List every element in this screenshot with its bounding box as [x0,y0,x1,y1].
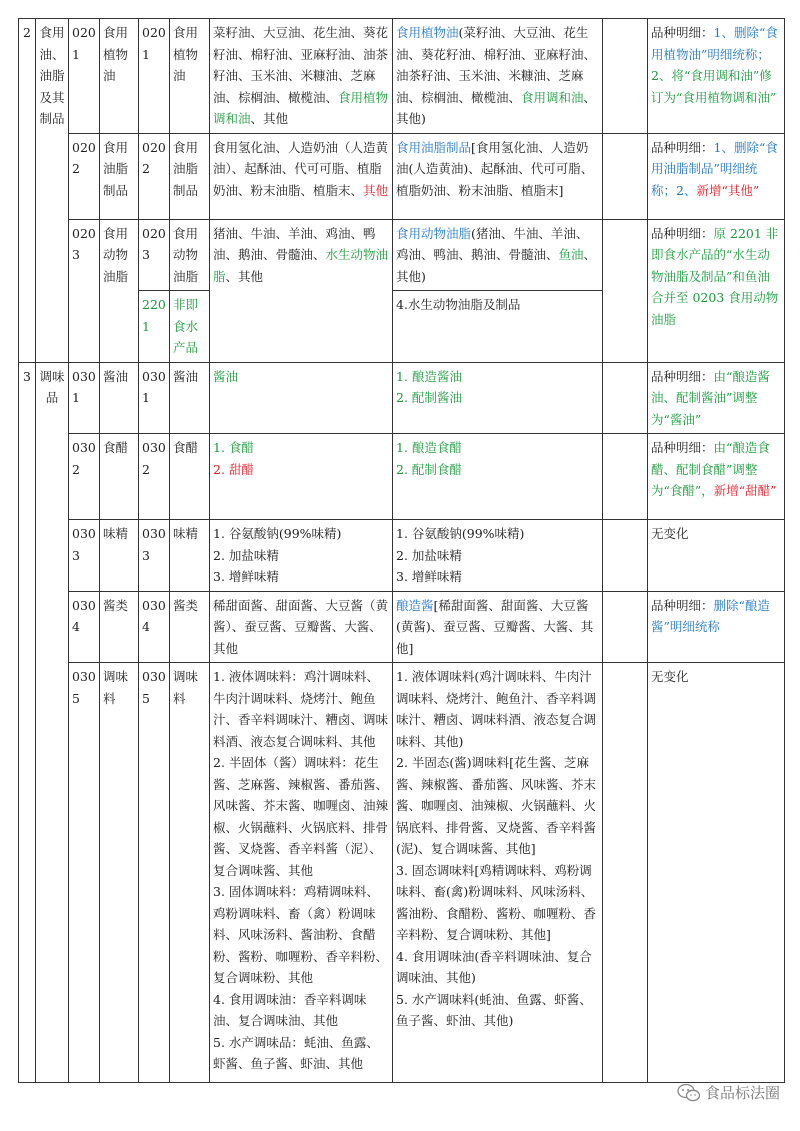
table-row [19,219,785,291]
row-number: 2 [19,19,36,363]
empty-cell [603,362,648,434]
table-row [19,663,785,1083]
remark: 品种明细：1、删除“食用油脂制品”明细统称；2、新增“其他” [648,133,785,219]
empty-cell [603,133,648,219]
old-detail: 菜籽油、大豆油、花生油、葵花籽油、棉籽油、亚麻籽油、油茶籽油、玉米油、米糠油、芝麻油、棕榈油、橄榄油、食用植物调和油、其他 [210,19,393,134]
code-new: 0201 [139,19,170,134]
new-detail: 食用油脂制品[食用氢化油、人造奶油(人造黄油)、起酥油、代可可脂、植脂奶油、粉末油脂、植脂末] [393,133,603,219]
new-detail: 酿造酱[稀甜面酱、甜面酱、大豆酱(黄酱)、蚕豆酱、豆瓣酱、大酱、其他] [393,591,603,663]
category-name: 调味品 [36,362,69,1083]
code-old: 0303 [69,520,100,592]
table-row [19,362,785,434]
code-old: 0203 [69,219,100,362]
remark: 品种明细：由“酿造食醋、配制食醋”调整为“食醋”，新增“甜醋” [648,434,785,520]
category-name: 食用油、油脂及其制品 [36,19,69,363]
name-old: 酱油 [100,362,139,434]
code-old: 0305 [69,663,100,1083]
watermark [677,1082,780,1104]
code-new: 0202 [139,133,170,219]
table-row [19,520,785,592]
code-old: 0304 [69,591,100,663]
category-comparison-table [18,18,785,1083]
new-detail: 1. 谷氨酸钠(99%味精) 2. 加盐味精 3. 增鲜味精 [393,520,603,592]
table-row [19,19,785,134]
name-new: 味精 [170,520,210,592]
remark: 品种明细：删除“酿造酱”明细统称 [648,591,785,663]
code-new: 0303 [139,520,170,592]
table-row [19,591,785,663]
new-detail: 食用动物油脂(猪油、牛油、羊油、鸡油、鸭油、鹅油、骨髓油、鱼油、其他) [393,219,603,291]
old-detail: 1. 液体调味料：鸡汁调味料、牛肉汁调味料、烧烤汁、鲍鱼汁、香辛料调味汁、糟卤、调味料酒、液态复合调味料、其他 2. 半固体（酱）调味料：花生酱、芝麻酱、辣椒酱、番茄酱、风味酱、芥末酱、咖喱卤、油辣椒、火锅蘸料、火锅底料、排骨酱、叉烧酱、香辛料酱（泥）、复合调味酱、其他 3. 固体调味料：鸡精调味料、鸡粉调味料、畜（禽）粉调味料、风味汤料、酱油粉、食醋粉、酱粉、咖喱粉、香辛料粉、复合调味粉、其他 4. 食用调味油：香辛料调味油、复合调味油、其他 5. 水产调味品：蚝油、鱼露、虾酱、鱼子酱、虾油、其他 [210,663,393,1083]
new-detail: 4.水生动物油脂及制品 [393,291,603,363]
code-old: 0301 [69,362,100,434]
name-old: 酱类 [100,591,139,663]
code-new: 2201 [139,291,170,363]
new-detail: 1. 酿造食醋 2. 配制食醋 [393,434,603,520]
empty-cell [603,591,648,663]
code-new: 0305 [139,663,170,1083]
old-detail: 稀甜面酱、甜面酱、大豆酱（黄酱）、蚕豆酱、豆瓣酱、大酱、其他 [210,591,393,663]
name-new: 食用油脂制品 [170,133,210,219]
watermark-text: 食品标法圈 [704,1083,780,1102]
name-old: 调味料 [100,663,139,1083]
code-new: 0203 [139,219,170,291]
empty-cell [603,219,648,362]
row-number: 3 [19,362,36,1083]
empty-cell [603,434,648,520]
empty-cell [603,520,648,592]
name-new: 酱类 [170,591,210,663]
name-old: 味精 [100,520,139,592]
name-old: 食用油脂制品 [100,133,139,219]
code-old: 0202 [69,133,100,219]
name-new: 食用动物油脂 [170,219,210,291]
remark: 品种明细：1、删除“食用植物油”明细统称； 2、将“食用调和油”修订为“食用植物调和油” [648,19,785,134]
old-detail: 1. 食醋 2. 甜醋 [210,434,393,520]
empty-cell [603,663,648,1083]
new-detail: 1. 酿造酱油 2. 配制酱油 [393,362,603,434]
name-old: 食醋 [100,434,139,520]
name-new: 非即食水产品 [170,291,210,363]
name-old: 食用动物油脂 [100,219,139,362]
remark: 无变化 [648,520,785,592]
table-row [19,133,785,219]
new-detail: 1. 液体调味料(鸡汁调味料、牛肉汁调味料、烧烤汁、鲍鱼汁、香辛料调味汁、糟卤、调味料酒、液态复合调味料、其他) 2. 半固态(酱)调味料[花生酱、芝麻酱、辣椒酱、番茄酱、风味酱、芥末酱、咖喱卤、油辣椒、火锅蘸料、火锅底料、排骨酱、叉烧酱、香辛料酱(泥)、复合调味酱、其他] 3. 固态调味料[鸡精调味料、鸡粉调味料、畜(禽)粉调味料、风味汤料、酱油粉、食醋粉、酱粉、咖喱粉、香辛料粉、复合调味粉、其他] 4. 食用调味油(香辛料调味油、复合调味油、其他) 5. 水产调味料(蚝油、鱼露、虾酱、鱼子酱、虾油、其他) [393,663,603,1083]
old-detail: 猪油、牛油、羊油、鸡油、鸭油、鹅油、骨髓油、水生动物油脂、其他 [210,219,393,362]
code-old: 0201 [69,19,100,134]
table-row [19,434,785,520]
code-new: 0304 [139,591,170,663]
name-new: 食用植物油 [170,19,210,134]
empty-cell [603,19,648,134]
code-new: 0302 [139,434,170,520]
old-detail: 1. 谷氨酸钠(99%味精) 2. 加盐味精 3. 增鲜味精 [210,520,393,592]
remark: 品种明细：原 2201 非即食水产品的“水生动物油脂及制品”和鱼油合并至 0203 食用动物油脂 [648,219,785,362]
name-new: 食醋 [170,434,210,520]
old-detail: 酱油 [210,362,393,434]
code-old: 0302 [69,434,100,520]
new-detail: 食用植物油(菜籽油、大豆油、花生油、葵花籽油、棉籽油、亚麻籽油、油茶籽油、玉米油、米糠油、芝麻油、棕榈油、橄榄油、食用调和油、其他) [393,19,603,134]
code-new: 0301 [139,362,170,434]
wechat-icon [677,1083,701,1103]
old-detail: 食用氢化油、人造奶油（人造黄油）、起酥油、代可可脂、植脂奶油、粉末油脂、植脂末、其他 [210,133,393,219]
name-old: 食用植物油 [100,19,139,134]
name-new: 酱油 [170,362,210,434]
remark: 无变化 [648,663,785,1083]
name-new: 调味料 [170,663,210,1083]
remark: 品种明细：由“酿造酱油、配制酱油”调整为“酱油” [648,362,785,434]
